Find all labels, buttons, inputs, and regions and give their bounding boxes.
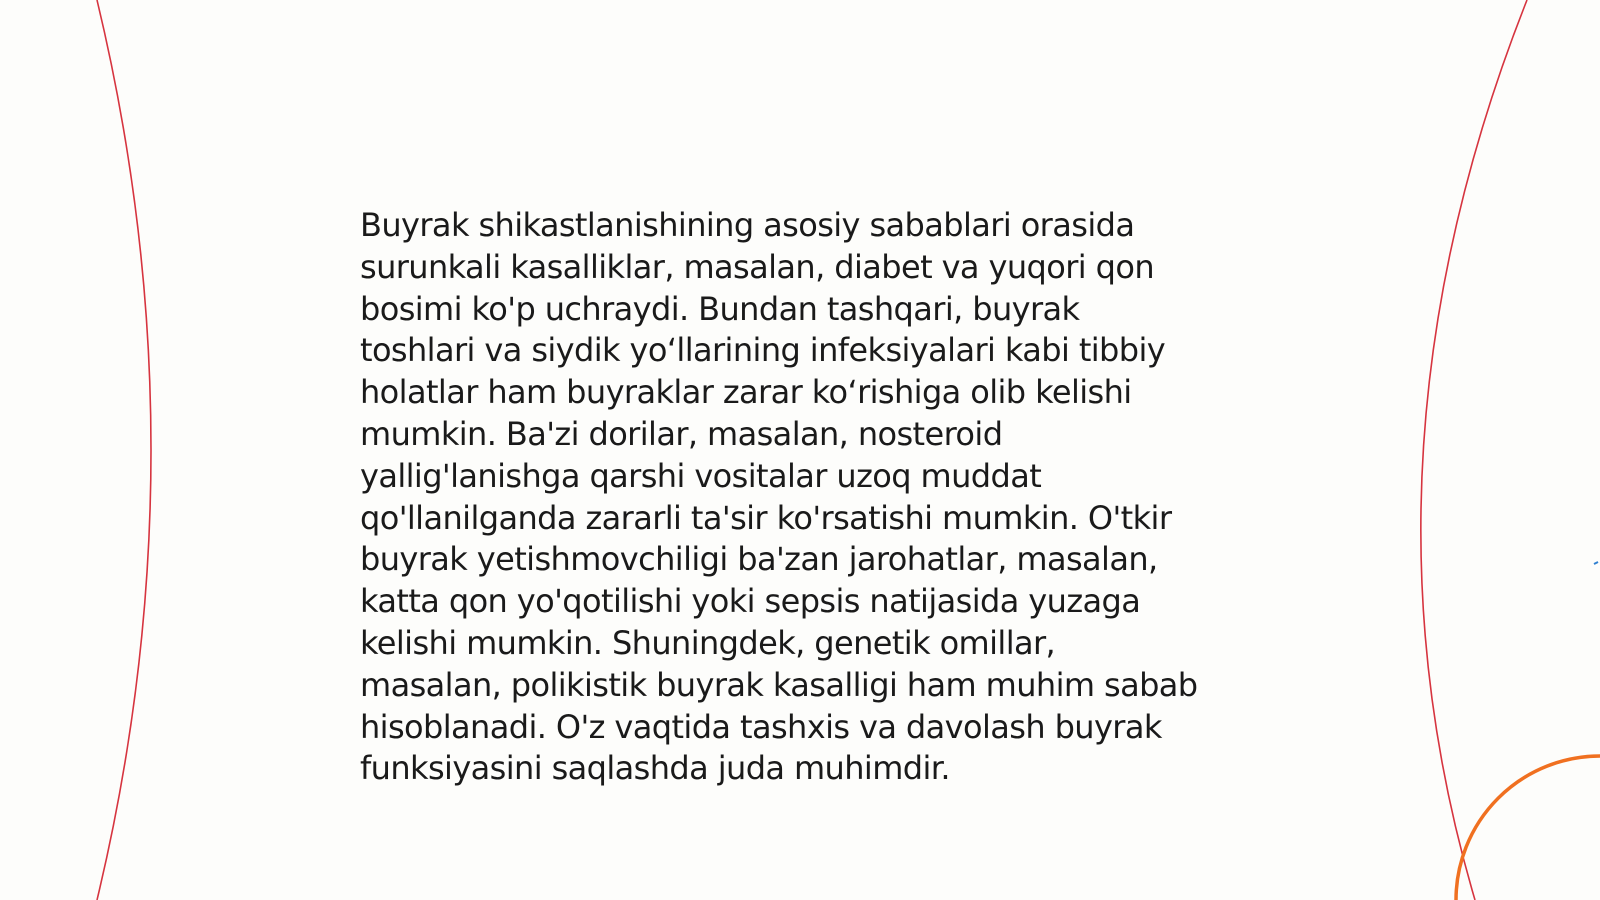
text-line: qo'llanilganda zararli ta'sir ko'rsatishi mumkin. O'tkir: [360, 498, 1172, 537]
text-line: katta qon yo'qotilishi yoki sepsis natijasida yuzaga: [360, 582, 1141, 621]
corner-ring: [1456, 756, 1600, 900]
text-line: mumkin. Ba'zi dorilar, masalan, nosteroid: [360, 414, 1003, 453]
text-line: bosimi ko'p uchraydi. Bundan tashqari, buyrak: [360, 289, 1080, 328]
text-line: toshlari va siydik yo‘llarining infeksiyalari kabi tibbiy: [360, 331, 1166, 370]
slide-body-text: [360, 205, 1260, 790]
text-line: hisoblanadi. O'z vaqtida tashxis va davolash buyrak: [360, 707, 1162, 746]
edge-accent-mark: [1594, 562, 1598, 564]
text-line: yallig'lanishga qarshi vositalar uzoq muddat: [360, 456, 1042, 495]
left-arc: [97, 0, 151, 900]
text-line: Buyrak shikastlanishining asosiy sabablari orasida: [360, 206, 1135, 244]
text-line: masalan, polikistik buyrak kasalligi ham muhim sabab: [360, 665, 1198, 704]
text-line: funksiyasini saqlashda juda muhimdir.: [360, 749, 950, 788]
right-arc: [1421, 0, 1527, 900]
text-line: holatlar ham buyraklar zarar ko‘rishiga olib kelishi: [360, 373, 1132, 412]
text-line: kelishi mumkin. Shuningdek, genetik omillar,: [360, 623, 1056, 662]
text-line: buyrak yetishmovchiligi ba'zan jarohatlar, masalan,: [360, 540, 1158, 579]
text-line: surunkali kasalliklar, masalan, diabet va yuqori qon: [360, 247, 1155, 286]
